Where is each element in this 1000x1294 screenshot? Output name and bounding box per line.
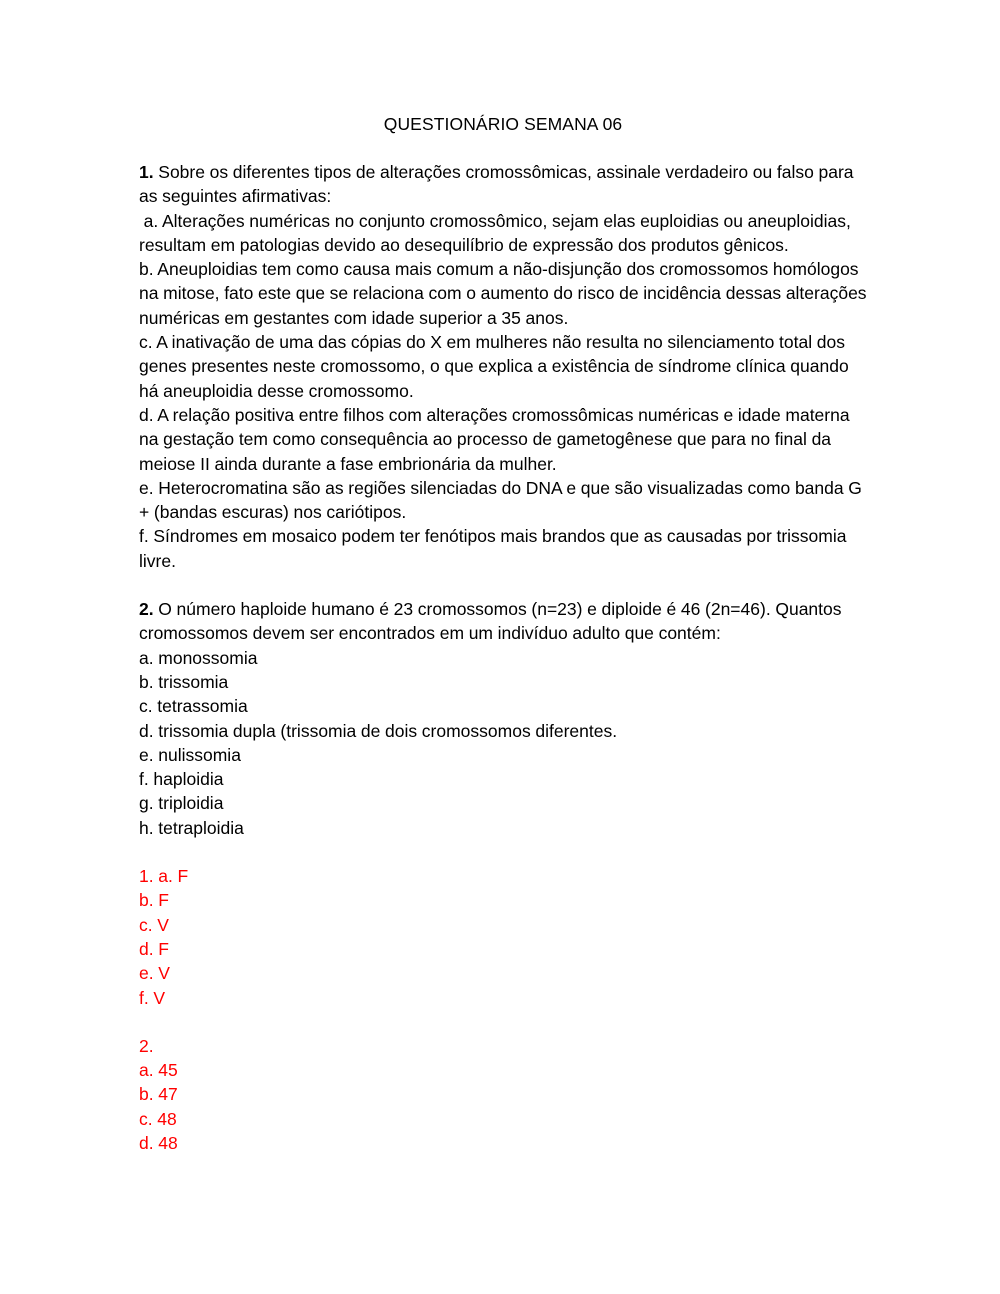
question-1-item-f: f. Síndromes em mosaico podem ter fenótipos mais brandos que as causadas por trissomia livre. (139, 526, 852, 571)
answer-1-a: 1. a. F (139, 866, 189, 887)
question-2-item-h: h. tetraploidia (139, 817, 244, 838)
answer-2-b: b. 47 (139, 1084, 178, 1105)
question-1-item-d: d. A relação positiva entre filhos com alterações cromossômicas numéricas e idade materna na gestação tem como consequência ao processo de gametogênese que para no final da meiose II ainda durante a fase embrionária da mulher. (139, 404, 855, 474)
question-2-spacer (139, 840, 867, 864)
question-2-item-a: a. monossomia (139, 647, 258, 668)
question-2-stem (139, 597, 867, 646)
answers-spacer (139, 1010, 867, 1034)
answer-2-d: d. 48 (139, 1132, 178, 1153)
answer-1-e: e. V (139, 963, 170, 984)
question-1-item-c: c. A inativação de uma das cópias do X em mulheres não resulta no silenciamento total dos genes presentes neste cromossomo, o que explica a existência de síndrome clínica quando há aneuploidia desse cromossomo. (139, 332, 854, 401)
answers-question-2-block (139, 1034, 867, 1155)
question-1-stem-text: Sobre os diferentes tipos de alterações cromossômicas, assinale verdadeiro ou falso para as seguintes afirmativas: (139, 162, 859, 207)
question-2-item-f: f. haploidia (139, 769, 224, 790)
answer-1-d: d. F (139, 938, 169, 959)
question-1-block (139, 160, 872, 573)
question-2-block (139, 597, 867, 840)
document-body (139, 112, 872, 1155)
question-2-item-b: b. trissomia (139, 671, 229, 692)
title-spacer (139, 136, 867, 160)
answer-2-c: c. 48 (139, 1108, 177, 1129)
answer-2-heading: 2. (139, 1035, 154, 1056)
question-2-item-g: g. triploidia (139, 793, 224, 814)
answer-1-c: c. V (139, 914, 169, 935)
answer-1-f: f. V (139, 987, 166, 1008)
question-2-number: 2. (139, 599, 154, 620)
question-1-item-a: a. Alterações numéricas no conjunto cromossômico, sejam elas euploidias ou aneuploidias, resultam em patologias devido ao desequilíbrio de expressão dos produtos gênicos. (139, 210, 856, 255)
question-1-item-b: b. Aneuploidias tem como causa mais comum a não-disjunção dos cromossomos homólogos na mitose, fato este que se relaciona com o aumento do risco de incidência dessas alterações numéricas em gestantes com idade superior a 35 anos. (139, 259, 872, 328)
page-title: QUESTIONÁRIO SEMANA 06 (383, 114, 623, 134)
question-1-spacer (139, 573, 867, 597)
question-1-number: 1. (139, 162, 154, 182)
answer-2-a: a. 45 (139, 1060, 178, 1081)
answer-1-b: b. F (139, 890, 169, 911)
question-2-stem-text: O número haploide humano é 23 cromossomos (n=23) e diploide é 46 (2n=46). Quantos cromossomos devem ser encontrados em um indivíduo adulto que contém: (139, 599, 847, 644)
answers-question-1-block (139, 864, 867, 1010)
question-1-item-e: e. Heterocromatina são as regiões silenciadas do DNA e que são visualizadas como banda G + (bandas escuras) nos cariótipos. (139, 477, 867, 523)
question-2-item-d: d. trissomia dupla (trissomia de dois cromossomos diferentes. (139, 720, 618, 741)
question-2-item-c: c. tetrassomia (139, 696, 248, 717)
question-2-item-e: e. nulissomia (139, 744, 241, 765)
question-1-stem (139, 160, 867, 209)
